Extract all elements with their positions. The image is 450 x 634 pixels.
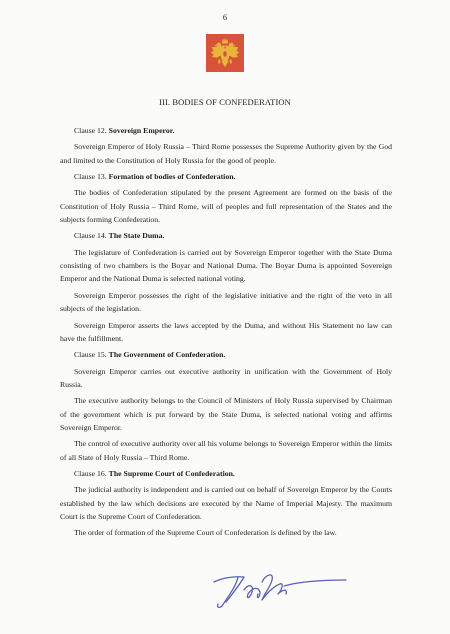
clause-number: Clause 12. xyxy=(74,126,109,135)
clause-number: Clause 14. xyxy=(74,231,109,241)
clause-paragraph: The order of formation of the Supreme Court of Confederation is defined by the law. xyxy=(74,528,337,538)
clause-paragraph: Sovereign Emperor possesses the right of the legislative initiative and the right of the veto in all subjects of the legislation. xyxy=(60,290,392,314)
clause-paragraph: Sovereign Emperor carries out executive authority in unification with the Government of Holy Russia. xyxy=(60,366,392,389)
clause-title: The State Duma. xyxy=(108,231,165,241)
clause-heading xyxy=(60,348,392,361)
clause-heading xyxy=(60,170,392,183)
page-number: 6 xyxy=(222,12,228,22)
clause-paragraph: Sovereign Emperor of Holy Russia – Third Rome possesses the Supreme Authority given by the God and limited to the Constitution of Holy Russia for the good of people. xyxy=(60,142,392,165)
clause-heading xyxy=(60,229,392,242)
clause-paragraph: Sovereign Emperor asserts the laws accepted by the Duma, and without His Statement no law can have the fulfillment. xyxy=(60,320,392,343)
clause-paragraph: The legislature of Confederation is carried out by Sovereign Emperor together with the State Duma consisting of two chambers is the Boyar and National Duma. The Boyar Duma is appointed Sovereign Emperor and the National Duma is selected national voting. xyxy=(60,247,392,284)
clause-title: The Supreme Court of Confederation. xyxy=(108,468,235,478)
document-body xyxy=(60,124,392,543)
clause-heading xyxy=(60,124,392,137)
clause-number: Clause 15. xyxy=(74,350,109,360)
clause-paragraph: The judicial authority is independent and is carried out on behalf of Sovereign Emperor by the Courts established by the law which decisions are executed by the Name of Imperial Majesty. The maximum Court is the Supreme Court of Confederation. xyxy=(60,485,392,521)
clause-heading xyxy=(60,467,392,480)
clause-number: Clause 16. xyxy=(74,468,109,478)
clause-number: Clause 13. xyxy=(74,172,109,182)
double-headed-eagle-icon xyxy=(206,34,244,72)
handwritten-signature xyxy=(200,568,350,610)
clause-paragraph: The bodies of Confederation stipulated by the present Agreement are formed on the basis of the Constitution of Holy Russia – Third Rome, will of peoples and full representation of the States and the subjects forming Confederation. xyxy=(60,188,392,225)
clause-paragraph: The executive authority belongs to the Council of Ministers of Holy Russia supervised by Chairman of the government which is put forward by the State Duma, is selected national voting and affirms Sovereign Emperor. xyxy=(60,396,392,432)
clause-title: The Government of Confederation. xyxy=(108,350,226,360)
clause-title: Formation of bodies of Confederation. xyxy=(108,172,236,182)
section-title: III. BODIES OF CONFEDERATION xyxy=(159,97,291,107)
clause-paragraph: The control of executive authority over all his volume belongs to Sovereign Emperor within the limits of all State of Holy Russia – Third Rome. xyxy=(60,439,392,462)
clause-title: Sovereign Emperor. xyxy=(108,126,175,135)
